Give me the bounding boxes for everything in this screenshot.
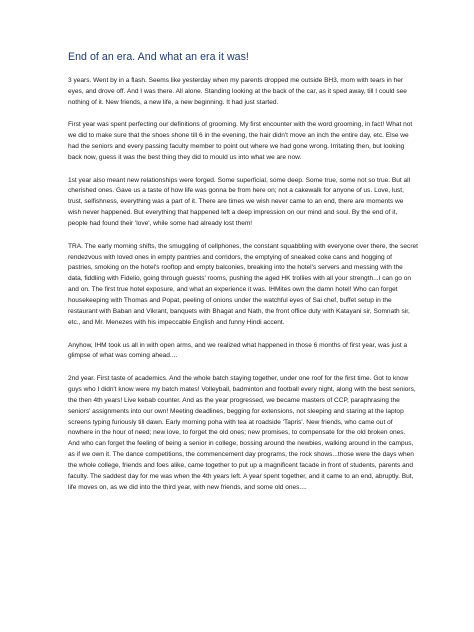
paragraph-6: 2nd year. First taste of academics. And the whole batch staying together, under one roof for the first time. Got to know guys who I didn't know were my batch mates! Volleyball, badminton and football every night, along with the best seniors, the then 4th years! Live kebab counter. And as the year progressed, we became masters of CCP, paraphrasing the seniors' assignments into our own! Meeting deadlines, begging for extensions, not sleeping and staring at the laptop screens typing furiously till dawn. Early morning poha with tea at roadside 'Tapris'. New friends, who came out of nowhere in the hour of need; new love, to forget the old ones; new promises, to compensate for the old broken ones. And who can forget the feeling of being a senior in college, bossing around the newbies, walking around in the campus, as if we own it. The dance competitions, the commencement day programs, the rock shows...those were the days when the whole college, friends and foes alike, came together to put up a magnificent facade in front of students, parents and faculty. The saddest day for me was when the 4th years left. A year spent together, and it came to an end, abruptly. But, life moves on, as we did into the third year, with new friends, and some old ones.... [68, 374, 416, 491]
paragraph-3: 1st year also meant new relationships were forged. Some superficial, some deep. Some true, some not so true. But all cherished ones. Gave us a taste of how life was gonna be from here on; not a cakewalk for anyone of us. Love, lust, trust, selfishness, everything was a part of it. There are times we wish never came to an end, there are moments we wish never happened. But everything that happened left a deep impression on our mind and soul. By the end of it, people had found their 'love', while some had already lost them! [68, 176, 411, 228]
paragraph-1: 3 years. Went by in a flash. Seems like yesterday when my parents dropped me outside BH3, mom with tears in her eyes, and drove off. And I was there. All alone. Standing looking at the back of the car, as it sped away, till I could see nothing of it. New friends, a new life, a new beginning. It had just started. [68, 77, 407, 106]
paragraph-4: TRA. The early morning shifts, the smuggling of cellphones, the constant squabbling with everyone over there, the secret rendezvous with loved ones in empty pantries and corridors, the emptying of sneaked coke cans and hogging of pastries, smoking on the hotel's rooftop and empty balconies, breaking into the hotel's servers and messing with the data, fiddling with Fidelio, going through guests' rooms, pushing the aged HK trollies with all your strength...I can go on and on. The first true hotel exposure, and what an experience it was. IHMites own the damn hotel! Who can forget housekeeping with Thomas and Popat, peeling of onions under the watchful eyes of Sai chef, buffet setup in the restaurant with Baban and Vikrant, banquets with Bhagat and Nath, the front office duty with Katayani sir, Somnath sir, etc., and Mr. Menezes with his impeccable English and funny Hindi accent. [68, 242, 418, 326]
document-title: End of an era. And what an era it was! [68, 51, 249, 63]
paragraph-5: Anyhow, IHM took us all in with open arms, and we realized what happened in those 6 months of first year, was just a glimpse of what was coming ahead.... [68, 341, 408, 360]
paragraph-2: First year was spent perfecting our definitions of grooming. My first encounter with the word grooming, in fact! What not we did to make sure that the shoes shone till 6 in the evening, the hair didn't move an inch the entire day, etc. Else we had the seniors and every passing faculty member to point out where we had gone wrong. Irritating then, but looking back now, guess it was the best thing they did to mould us into what we are now. [68, 121, 413, 162]
